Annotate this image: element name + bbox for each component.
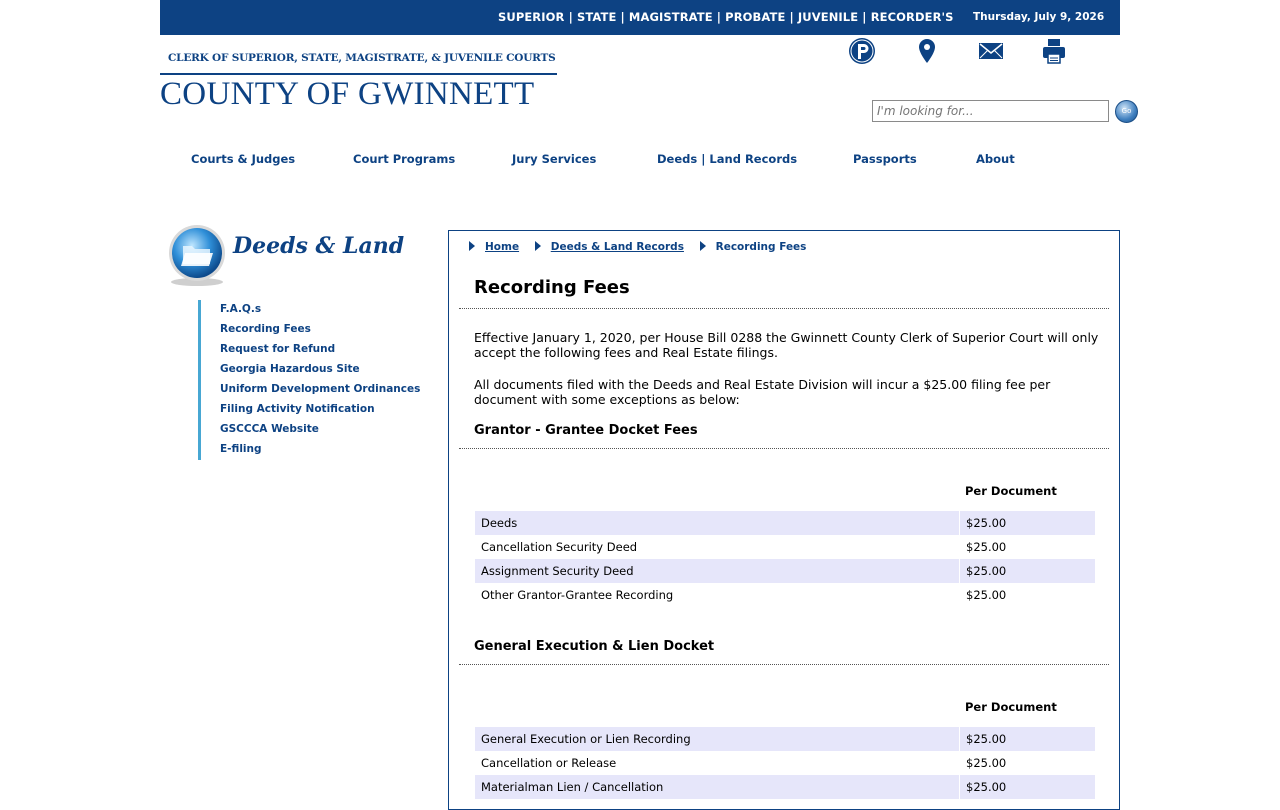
intro-paragraph: Effective January 1, 2020, per House Bill 0288 the Gwinnett County Clerk of Superior Court will only accept the following fees and Real Estate filings.	[474, 330, 1099, 360]
location-pin-icon[interactable]	[913, 37, 941, 65]
fee-item: General Execution or Lien Recording	[481, 732, 691, 746]
nav-about[interactable]: About	[976, 152, 1015, 166]
nav-court-programs[interactable]: Court Programs	[353, 152, 456, 166]
top-bar	[160, 0, 1120, 35]
breadcrumb	[469, 241, 806, 253]
fee-item: Assignment Security Deed	[481, 564, 634, 578]
section-divider	[459, 664, 1109, 665]
fee-amount: $25.00	[959, 775, 1095, 799]
fee-amount: $25.00	[959, 751, 1095, 775]
title-divider	[459, 308, 1109, 309]
logo-subtitle[interactable]: CLERK OF SUPERIOR, STATE, MAGISTRATE, & JUVENILE COURTS	[168, 52, 556, 64]
fee-item: Cancellation or Release	[481, 756, 617, 770]
sidebar-item-request-refund[interactable]: Request for Refund	[220, 343, 336, 355]
fee-amount: $25.00	[959, 535, 1095, 559]
folder-icon	[166, 222, 228, 288]
fee-item: Cancellation Security Deed	[481, 540, 638, 554]
sidebar-title: Deeds & Land	[233, 233, 405, 259]
nav-passports[interactable]: Passports	[853, 152, 917, 166]
sidebar-item-georgia-hazardous-site[interactable]: Georgia Hazardous Site	[220, 363, 360, 375]
nav-jury-services[interactable]: Jury Services	[512, 152, 597, 166]
content-panel	[448, 230, 1120, 810]
logo-title[interactable]: COUNTY OF GWINNETT	[160, 76, 535, 112]
sidebar-item-filing-activity-notification[interactable]: Filing Activity Notification	[220, 403, 375, 415]
page-title: Recording Fees	[474, 277, 630, 298]
mail-icon[interactable]	[977, 37, 1005, 65]
breadcrumb-current: Recording Fees	[715, 241, 807, 253]
fees-table-grantor-grantee	[475, 511, 1095, 607]
nav-courts-judges[interactable]: Courts & Judges	[191, 152, 296, 166]
table-row	[475, 727, 1095, 751]
table-row	[475, 559, 1095, 583]
breadcrumb-deeds-land-records[interactable]: Deeds & Land Records	[550, 241, 684, 253]
breadcrumb-arrow-icon	[700, 241, 706, 251]
section-title-general-execution-lien: General Execution & Lien Docket	[474, 639, 715, 654]
sidebar-item-uniform-development-ordinances[interactable]: Uniform Development Ordinances	[220, 383, 421, 395]
fee-paragraph: All documents filed with the Deeds and Real Estate Division will incur a $25.00 filing fee per document with some exceptions as below:	[474, 377, 1051, 407]
table-row	[475, 583, 1095, 607]
breadcrumb-home[interactable]: Home	[485, 241, 520, 253]
fee-amount: $25.00	[959, 511, 1095, 535]
sidebar-item-recording-fees[interactable]: Recording Fees	[220, 323, 311, 335]
table-row	[475, 751, 1095, 775]
printer-icon[interactable]	[1040, 37, 1068, 65]
sidebar-item-gsccca-website[interactable]: GSCCCA Website	[220, 423, 319, 435]
nav-deeds-land-records[interactable]: Deeds | Land Records	[657, 152, 798, 166]
fees-table-general-execution-lien	[475, 727, 1095, 799]
breadcrumb-arrow-icon	[535, 241, 541, 251]
fee-amount: $25.00	[959, 559, 1095, 583]
section-divider	[459, 448, 1109, 449]
sidebar-item-faqs[interactable]: F.A.Q.s	[220, 303, 262, 315]
section-title-grantor-grantee: Grantor - Grantee Docket Fees	[474, 423, 698, 438]
table-row	[475, 775, 1095, 799]
fee-item: Other Grantor-Grantee Recording	[481, 588, 674, 602]
search-input[interactable]	[872, 100, 1109, 122]
court-links[interactable]: SUPERIOR | STATE | MAGISTRATE | PROBATE | JUVENILE | RECORDER'S	[498, 10, 954, 24]
logo-divider	[160, 73, 557, 75]
sidebar-menu	[198, 300, 438, 460]
parking-icon[interactable]	[848, 37, 876, 65]
fee-amount: $25.00	[959, 583, 1095, 607]
current-date: Thursday, July 9, 2026	[973, 11, 1105, 23]
table-row	[475, 511, 1095, 535]
fee-item: Materialman Lien / Cancellation	[481, 780, 664, 794]
table-column-header: Per Document	[965, 700, 1057, 714]
table-row	[475, 535, 1095, 559]
fee-item: Deeds	[481, 516, 518, 530]
sidebar-item-e-filing[interactable]: E-filing	[220, 443, 262, 455]
search-go-button[interactable]: Go	[1115, 100, 1138, 123]
breadcrumb-arrow-icon	[469, 241, 475, 251]
fee-amount: $25.00	[959, 727, 1095, 751]
table-column-header: Per Document	[965, 484, 1057, 498]
